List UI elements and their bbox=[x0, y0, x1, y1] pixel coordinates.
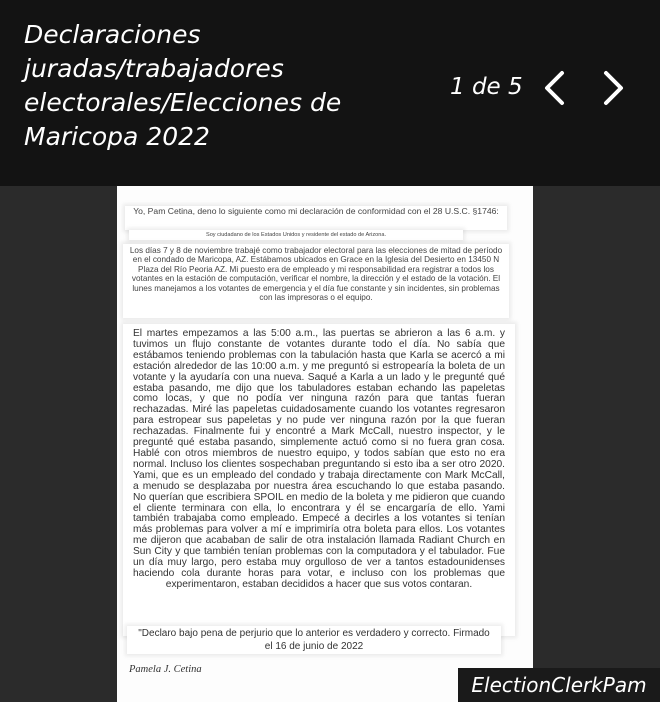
declaration-intro: Yo, Pam Cetina, deno lo siguiente como mi declaración de conformidad con el 28 U.S.C. §1746: bbox=[125, 206, 507, 230]
chevron-right-icon bbox=[601, 70, 627, 106]
next-page-button[interactable] bbox=[596, 66, 632, 110]
document-page bbox=[117, 186, 533, 702]
page-counter: 1 de 5 bbox=[450, 74, 523, 100]
document-title: Declaraciones juradas/trabajadores electorales/Elecciones de Maricopa 2022 bbox=[24, 20, 342, 151]
watermark: ElectionClerkPam bbox=[458, 668, 660, 702]
perjury-declaration: "Declaro bajo pena de perjurio que lo anterior es verdadero y correcto. Firmado el 16 de junio de 2022 bbox=[127, 626, 501, 654]
chevron-left-icon bbox=[541, 70, 567, 106]
signature: Pamela J. Cetina bbox=[129, 664, 202, 675]
paragraph-tuesday-account: El martes empezamos a las 5:00 a.m., las puertas se abrieron a las 6 a.m. y tuvimos un flujo constante de votantes durante todo el día. No sabía que estábamos teniendo problemas con la tabulación hasta que Karla se acercó a mi estación alrededor de las 10:00 a.m. y me preguntó si estropearía la boleta de un votante y la ayudaría con una nueva. Saqué a Karla a un lado y le pregunté qué estaba pasando, me dijo que los tabuladores estaban echando las papeletas como locas, y que no podía ver ninguna razón para que tantas fueran rechazadas. Miré las papeletas cuidadosamente cuando los votantes regresaron para estropear sus papeletas y no pude ver ninguna razón por la que fueran rechazadas. Finalmente fui y encontré a Mark McCall, nuestro inspector, y le pregunté qué estaba pasando, simplemente actuó como si no fuera gran cosa. Hablé con otros miembros de nuestro equipo, y todos sabían que esto no era normal. Incluso los clientes sospechaban preguntando si esto iba a ser otro 2020. Yami, que es un empleado del condado y trabaja directamente con Mark McCall, a menudo se desplazaba por nuestra área escuchando lo que estaba pasando. No querían que escribiera SPOIL en medio de la boleta y me pidieron que cuando el cliente terminara con ella, lo encontrara y él se encargaría de ello. Yami también trabajaba como empleado. Empecé a decirles a los votantes si tenían más problemas para volver a mí e imprimiría otra boleta para ellos. Los votantes me dijeron que acababan de salir de otra instalación llamada Radiant Church en Sun City y que también tenían problemas con la computadora y el tabulador. Fue un día muy largo, pero estaba muy orgulloso de ver a tantos estadounidenses haciendo cola durante horas para votar, e incluso con los problemas que experimentaron, estaban decididos a hacer que sus votos contaran. bbox=[123, 324, 515, 636]
paragraph-election-days: Los días 7 y 8 de noviembre trabajé como trabajador electoral para las elecciones de mitad de período en el condado de Maricopa, AZ. Estábamos ubicados en Grace en la Iglesia del Desierto en 13450 N Plaza del Río Peoria AZ. Mi puesto era de empleado y mi responsabilidad era registrar a todos los votantes en la estación de computación, verificar el nombre, la dirección y el estado de la votación. El lunes manejamos a los votantes de emergencia y el día fue constante y sin incidentes, sin problemas con las impresoras o el equipo. bbox=[123, 244, 509, 318]
citizenship-statement: Soy ciudadano de los Estados Unidos y residente del estado de Arizona. bbox=[129, 230, 463, 240]
previous-page-button[interactable] bbox=[536, 66, 572, 110]
viewer-header bbox=[0, 0, 660, 186]
